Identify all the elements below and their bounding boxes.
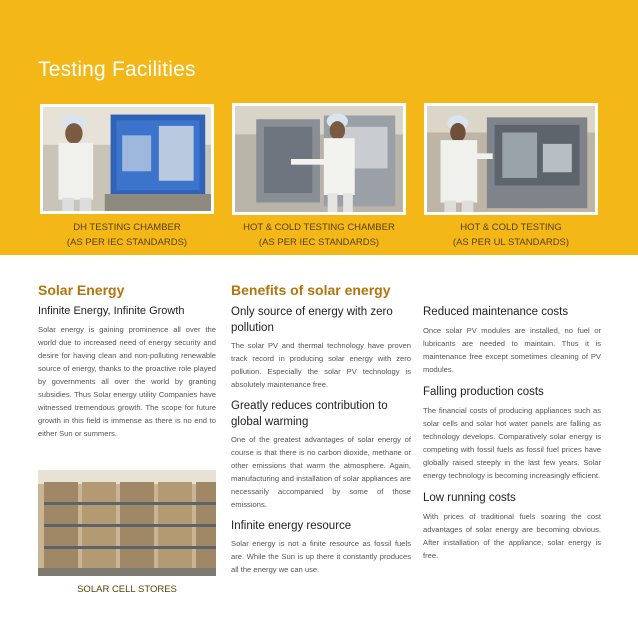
photo-hot-cold-testing-chamber-iec bbox=[232, 103, 406, 215]
photo-caption: SOLAR CELL STORES bbox=[77, 584, 177, 595]
caption-line: (AS PER IEC STANDARDS) bbox=[66, 237, 188, 248]
caption-line: HOT & COLD TESTING CHAMBER bbox=[243, 222, 395, 233]
benefit-title: Greatly reduces contribution to global warming bbox=[231, 400, 388, 428]
benefit-title: Only source of energy with zero pollution bbox=[231, 306, 393, 334]
solar-energy-section bbox=[38, 282, 216, 440]
benefit-body: With prices of traditional fuels soaring the cost advantages of solar energy are becoming obvious. After installation of the appliance, solar energy is free. bbox=[423, 512, 601, 560]
benefit-body: One of the greatest advantages of solar energy of course is that there is no carbon dioxide, methane or other emissions that warm the atmosphere. Again, manufacturing and installation of solar appliances are necessarily accompanied by some of those emissions. bbox=[231, 435, 411, 509]
benefit-title: Low running costs bbox=[423, 492, 516, 504]
section-body: Solar energy is gaining prominence all over the world due to increased need of energy security and desire for having clean and non-polluting renewable source of energy, thanks to the proactive role played by governments all over the world by granting subsidies. Thus Solar energy utility Companies have witnessed tremendous growth. The scope for future growth in this field is immense as there is no end to either Sun or summers. bbox=[38, 325, 216, 438]
caption-line: (AS PER IEC STANDARDS) bbox=[258, 237, 380, 248]
photo-caption bbox=[424, 220, 598, 250]
benefit-title: Falling production costs bbox=[423, 386, 544, 398]
section-heading: Solar Energy bbox=[38, 282, 125, 298]
photo-dh-testing-chamber bbox=[40, 104, 214, 214]
benefit-body: Solar energy is not a finite resource as fossil fuels are. While the Sun is up there it constantly produces all the energy we can use. bbox=[231, 539, 411, 574]
benefits-section bbox=[231, 282, 411, 576]
photo-solar-cell-stores bbox=[38, 470, 216, 576]
benefit-body: Once solar PV modules are installed, no fuel or lubricants are needed to maintain. Thus it is maintenance free except sometimes cleaning of PV modules. bbox=[423, 326, 601, 374]
benefits-right-column bbox=[423, 304, 601, 562]
page-title: Testing Facilities bbox=[38, 58, 196, 81]
benefit-body: The solar PV and thermal technology have proven track record in producing solar energy with zero pollution. Especially the solar PV technology is absolutely maintenance free. bbox=[231, 341, 411, 389]
photo-caption bbox=[40, 220, 214, 250]
photo-caption bbox=[224, 220, 414, 250]
section-heading: Benefits of solar energy bbox=[231, 282, 391, 298]
benefit-title: Reduced maintenance costs bbox=[423, 306, 569, 318]
caption-line: (AS PER UL STANDARDS) bbox=[452, 237, 570, 248]
caption-line: DH TESTING CHAMBER bbox=[73, 222, 181, 233]
caption-line: HOT & COLD TESTING bbox=[460, 222, 562, 233]
photo-hot-cold-testing-ul bbox=[424, 103, 598, 215]
section-subheading: Infinite Energy, Infinite Growth bbox=[38, 305, 185, 317]
benefit-body: The financial costs of producing appliances such as solar cells and solar hot water panels are falling as technology develops. Comparatively solar energy is competing with fossil fuels as fossil fuel prices have globally raised steeply in the last few years. Solar energy technology is becoming increasingly efficient. bbox=[423, 406, 601, 480]
benefit-title: Infinite energy resource bbox=[231, 520, 352, 532]
